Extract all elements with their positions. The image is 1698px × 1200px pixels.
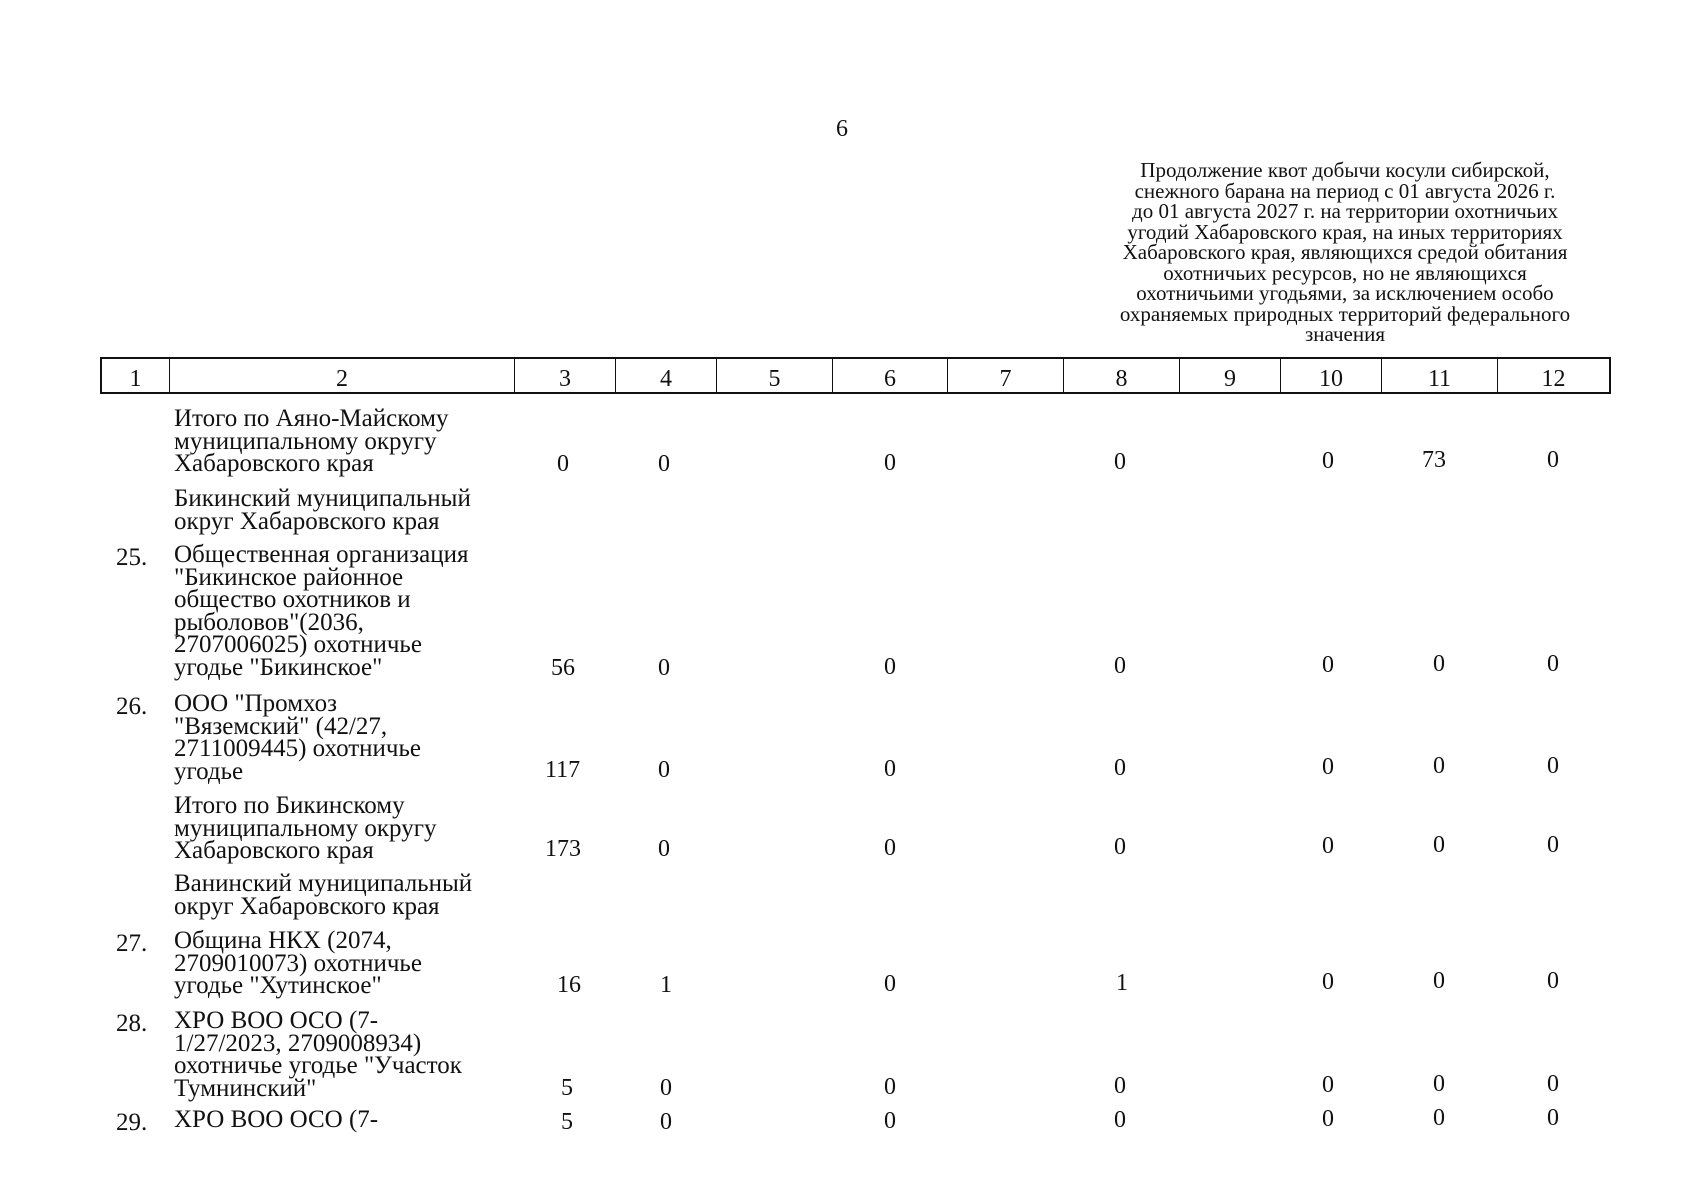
cell-c11: 73 bbox=[1422, 447, 1446, 473]
cell-c6: 0 bbox=[884, 450, 896, 476]
heading-line: значения bbox=[1304, 322, 1386, 346]
cell-c12: 0 bbox=[1547, 1071, 1559, 1097]
heading-line: Хабаровского края, являющихся средой обитания bbox=[1122, 240, 1568, 264]
cell-c4: 0 bbox=[658, 655, 670, 681]
column-header-5: 5 bbox=[716, 359, 832, 392]
cell-c4: 1 bbox=[660, 972, 672, 998]
cell-c8: 0 bbox=[1114, 449, 1126, 475]
row-text-27: Община НКХ (2074, 2709010073) охотничье угодье "Хутинское" bbox=[174, 927, 422, 999]
cell-c6: 0 bbox=[884, 971, 896, 997]
cell-c11: 0 bbox=[1433, 753, 1445, 779]
cell-c3: 117 bbox=[545, 757, 581, 783]
row-number-29: 29. bbox=[116, 1109, 148, 1136]
heading-line: Продолжение квот добычи косули сибирской, bbox=[1140, 158, 1550, 182]
cell-c3: 5 bbox=[561, 1109, 573, 1135]
row-text-25: Общественная организация "Бикинское районное общество охотников и рыболовов"(2036, 2707006025) охотничье угодье "Бикинское" bbox=[174, 541, 469, 681]
table-heading bbox=[1050, 160, 1640, 345]
heading-line: снежного барана на период с 01 августа 2026 г. bbox=[1134, 178, 1556, 203]
page-number: 6 bbox=[836, 116, 848, 142]
cell-c11: 0 bbox=[1433, 832, 1445, 858]
row-number-27: 27. bbox=[116, 930, 148, 957]
row-number-26: 26. bbox=[116, 693, 148, 720]
cell-c8: 0 bbox=[1114, 1073, 1126, 1099]
cell-c12: 0 bbox=[1547, 447, 1559, 473]
cell-c10: 0 bbox=[1322, 652, 1334, 678]
column-header-12: 12 bbox=[1497, 359, 1609, 392]
row-text-bikinsky-total: Итого по Бикинскому муниципальному округу Хабаровского края bbox=[174, 792, 437, 864]
cell-c6: 0 bbox=[884, 1074, 896, 1100]
row-text-vaninsky-district: Ванинский муниципальный округ Хабаровского края bbox=[174, 870, 473, 920]
row-text-29: ХРО ВОО ОСО (7- bbox=[174, 1106, 379, 1133]
cell-c11: 0 bbox=[1433, 1105, 1445, 1131]
column-header-7: 7 bbox=[947, 359, 1063, 392]
heading-line: до 01 августа 2027 г. на территории охотничьих bbox=[1132, 199, 1558, 223]
cell-c10: 0 bbox=[1322, 1106, 1334, 1132]
cell-c3: 56 bbox=[551, 655, 575, 681]
cell-c10: 0 bbox=[1322, 833, 1334, 859]
cell-c4: 0 bbox=[660, 1109, 672, 1135]
cell-c4: 0 bbox=[660, 1075, 672, 1101]
cell-c8: 0 bbox=[1114, 1107, 1126, 1133]
heading-line: угодий Хабаровского края, на иных территориях bbox=[1127, 219, 1563, 244]
heading-line: охотничьих ресурсов, но не являющихся bbox=[1163, 260, 1527, 285]
column-header-10: 10 bbox=[1280, 359, 1381, 392]
row-number-25: 25. bbox=[116, 544, 148, 571]
row-number-28: 28. bbox=[116, 1010, 148, 1037]
cell-c8: 1 bbox=[1116, 970, 1128, 996]
cell-c6: 0 bbox=[884, 756, 896, 782]
column-header-4: 4 bbox=[615, 359, 716, 392]
row-text-bikinsky-district: Бикинский муниципальный округ Хабаровского края bbox=[174, 485, 471, 535]
cell-c12: 0 bbox=[1547, 753, 1559, 779]
row-text-28: ХРО ВОО ОСО (7- 1/27/2023, 2709008934) охотничье угодье "Участок Тумнинский" bbox=[174, 1007, 462, 1102]
cell-c4: 0 bbox=[658, 836, 670, 862]
cell-c12: 0 bbox=[1547, 832, 1559, 858]
column-header-1: 1 bbox=[129, 366, 142, 392]
heading-line: охраняемых природных территорий федерального bbox=[1119, 301, 1571, 326]
cell-c4: 0 bbox=[658, 451, 670, 477]
cell-c12: 0 bbox=[1547, 968, 1559, 994]
cell-c8: 0 bbox=[1114, 834, 1126, 860]
cell-c3: 5 bbox=[561, 1075, 573, 1101]
cell-c3: 173 bbox=[545, 836, 581, 862]
cell-c12: 0 bbox=[1547, 1105, 1559, 1131]
row-text-26: ООО "Промхоз "Вяземский" (42/27, 2711009445) охотничье угодье bbox=[174, 690, 421, 785]
cell-c10: 0 bbox=[1322, 448, 1334, 474]
column-header-6: 6 bbox=[832, 359, 947, 392]
column-header-8: 8 bbox=[1063, 359, 1179, 392]
cell-c10: 0 bbox=[1322, 1072, 1334, 1098]
cell-c8: 0 bbox=[1114, 653, 1126, 679]
cell-c6: 0 bbox=[884, 654, 896, 680]
column-header-11: 11 bbox=[1381, 359, 1497, 392]
cell-c10: 0 bbox=[1322, 754, 1334, 780]
heading-line: охотничьими угодьями, за исключением особо bbox=[1136, 281, 1554, 305]
cell-c8: 0 bbox=[1114, 755, 1126, 781]
cell-c10: 0 bbox=[1322, 969, 1334, 995]
column-header-9: 9 bbox=[1179, 359, 1280, 392]
cell-c6: 0 bbox=[884, 835, 896, 861]
column-header-2: 2 bbox=[169, 359, 514, 392]
row-text-ayano-maysky-total: Итого по Аяно-Майскому муниципальному округу Хабаровского края bbox=[174, 405, 449, 477]
cell-c12: 0 bbox=[1547, 651, 1559, 677]
cell-c6: 0 bbox=[884, 1108, 896, 1134]
cell-c4: 0 bbox=[658, 757, 670, 783]
column-header-3: 3 bbox=[514, 359, 615, 392]
cell-c3: 0 bbox=[557, 451, 569, 477]
cell-c11: 0 bbox=[1433, 1071, 1445, 1097]
cell-c3: 16 bbox=[557, 972, 581, 998]
cell-c11: 0 bbox=[1433, 968, 1445, 994]
column-number-row bbox=[100, 357, 1611, 394]
cell-c11: 0 bbox=[1433, 651, 1445, 677]
